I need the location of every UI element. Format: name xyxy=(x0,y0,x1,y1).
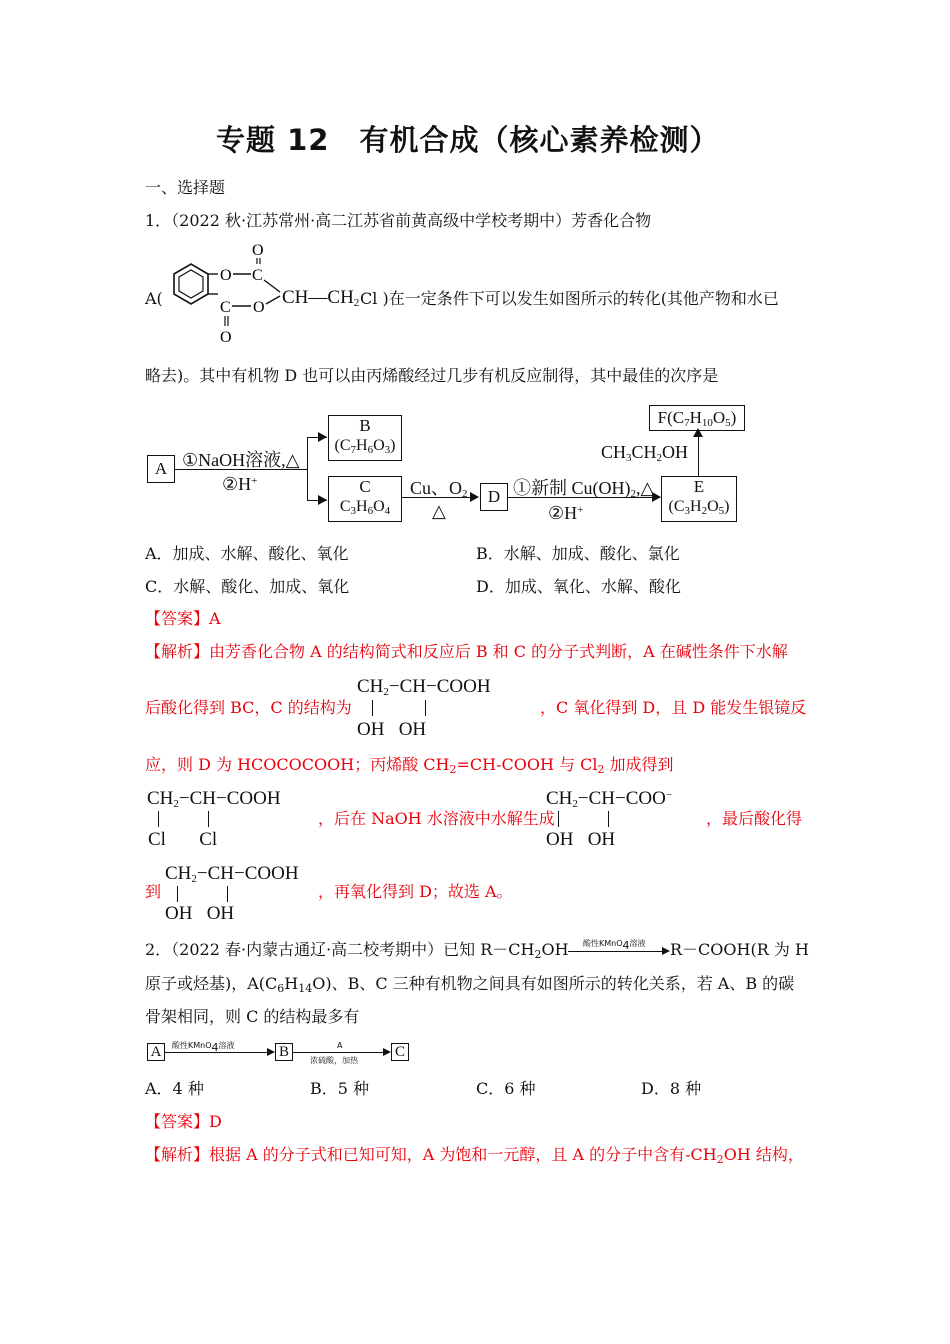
q2-flow-c2top: A xyxy=(337,1041,343,1050)
q2-stem-3: 骨架相同，则 C 的结构最多有 xyxy=(145,1007,360,1026)
cond-ethanol: $CH_3CH_2OH$ xyxy=(601,442,689,464)
node-e: E $(C_3H_2O_5)$ xyxy=(661,476,737,522)
q1-option-a: A．加成、水解、酸化、氧化 xyxy=(145,544,349,563)
struct-anion-bottom: OH OH xyxy=(546,829,616,850)
cond-h: ②H+ xyxy=(222,474,258,494)
q1-analysis-2b: ，C 氧化得到 D，且 D 能发生银镜反 xyxy=(540,698,807,717)
arrow-line xyxy=(293,1052,389,1053)
arrow-line xyxy=(165,1052,273,1053)
struct-c-top: $CH_2-CH-COOH$ xyxy=(357,676,491,698)
bond xyxy=(608,811,609,827)
q2-node-b: B xyxy=(275,1043,293,1061)
q2-option-b: B．5 种 xyxy=(310,1079,370,1098)
q2-arrow-condition: 酸性KMnO$_4$溶液 xyxy=(583,939,646,952)
bond xyxy=(372,700,373,716)
q1-stem-cont: Cl )在一定条件下可以发生如图所示的转化(其他产物和水已 xyxy=(360,289,779,308)
q2-node-a: A xyxy=(147,1043,165,1061)
bond xyxy=(208,811,209,827)
page-title: 专题 12 有机合成（核心素养检测） xyxy=(216,123,720,157)
cond-heat: △ xyxy=(432,501,446,521)
q1-stem: 1．（2022 秋·江苏常州·高二江苏省前黄高级中学校考期中）芳香化合物 xyxy=(145,211,652,230)
arrowhead-icon xyxy=(267,1048,275,1056)
q1-analysis-5a: 到 xyxy=(145,882,162,901)
arrowhead-icon xyxy=(470,492,480,502)
q2-option-a: A．4 种 xyxy=(145,1079,204,1098)
arrow-line xyxy=(568,951,668,952)
q2-stem-1b: R－COOH(R 为 H xyxy=(670,940,809,959)
svg-text:O: O xyxy=(253,299,265,316)
q2-stem-1: 2．（2022 春·内蒙古通辽·高二校考期中）已知 $R-CH_2OH$ xyxy=(145,940,569,961)
branch-line xyxy=(307,437,308,500)
svg-text:O: O xyxy=(252,242,264,259)
q1-analysis-4b: ，最后酸化得 xyxy=(706,809,803,828)
node-c: C $C_3H_6O_4$ xyxy=(328,476,402,522)
bond xyxy=(558,811,559,827)
bond xyxy=(158,811,159,827)
section-heading: 一、选择题 xyxy=(145,178,226,197)
struct-dichloro-top: $CH_2-CH-COOH$ xyxy=(147,788,281,810)
q1-option-c: C．水解、酸化、加成、氧化 xyxy=(145,577,350,596)
q1-stem2: 略去)。其中有机物 D 也可以由丙烯酸经过几步有机反应制得，其中最佳的次序是 xyxy=(145,366,719,385)
struct-c-bottom: OH OH xyxy=(357,719,427,740)
node-a: A xyxy=(147,455,175,483)
struct-acid-top: $CH_2-CH-COOH$ xyxy=(165,863,299,885)
node-f: $F(C_7H_{10}O_5)$ xyxy=(649,405,745,431)
q1-option-b: B．水解、加成、酸化、氯化 xyxy=(476,544,680,563)
q1-analysis-2a: 后酸化得到 BC，C 的结构为 xyxy=(145,698,352,717)
svg-text:C: C xyxy=(220,299,231,316)
q1-analysis-4a: ，后在 NaOH 水溶液中水解生成 xyxy=(318,809,555,828)
q1-answer: 【答案】A xyxy=(145,609,221,628)
q1-a-prefix: A( xyxy=(145,289,163,308)
q1-analysis-3: 应，则 D 为 HCOCOCOOH；丙烯酸 $CH_2=CH$-COOH 与 $Cl_2$ 加成得到 xyxy=(145,755,674,776)
svg-text:O: O xyxy=(220,329,232,346)
q2-stem-2: 原子或烃基)，$A(C_6H_{14}O)$、B、C 三种有机物之间具有如图所示的转化关系，若 A、B 的碳 xyxy=(145,974,795,995)
q2-analysis-1: 【解析】根据 A 的分子式和已知可知，A 为饱和一元醇，且 A 的分子中含有$-CH_2OH$ 结构， xyxy=(145,1145,804,1166)
cond-h2: ②H+ xyxy=(548,503,584,523)
q1-analysis-5b: ，再氧化得到 D；故选 A。 xyxy=(318,882,513,901)
q2-answer: 【答案】D xyxy=(145,1112,222,1131)
cond-cu: Cu、$O_2$ xyxy=(410,478,468,500)
struct-anion-top: $CH_2-CH-COO^-$ xyxy=(546,788,673,810)
node-d: D xyxy=(480,483,508,511)
cond-naoh: ①NaOH溶液,△ xyxy=(182,450,300,470)
q2-flow-c2bot: 浓硫酸，加热 xyxy=(310,1056,358,1065)
struct-dichloro-bottom: Cl Cl xyxy=(148,829,218,850)
bond xyxy=(425,700,426,716)
q1-structure-tail: $CH—CH_2$ xyxy=(282,287,360,309)
bond xyxy=(227,886,228,902)
arrowhead-icon xyxy=(318,432,328,442)
arrow-ef xyxy=(698,432,699,476)
struct-acid-bottom: OH OH xyxy=(165,903,235,924)
arrowhead-icon xyxy=(383,1048,391,1056)
q1-option-d: D．加成、氧化、水解、酸化 xyxy=(476,577,681,596)
q2-option-d: D．8 种 xyxy=(641,1079,702,1098)
arrowhead-icon xyxy=(318,495,328,505)
arrowhead-icon xyxy=(662,947,670,955)
q1-analysis-1: 【解析】由芳香化合物 A 的结构简式和反应后 B 和 C 的分子式判断，A 在碱性条件下水解 xyxy=(145,642,788,661)
bond xyxy=(177,886,178,902)
cond-cuoh: ①新制 $Cu(OH)_2,\triangle$ xyxy=(513,478,655,500)
svg-text:O: O xyxy=(220,267,232,284)
q2-option-c: C．6 种 xyxy=(476,1079,536,1098)
q2-node-c: C xyxy=(391,1043,409,1061)
node-b: B $(C_7H_6O_3)$ xyxy=(328,415,402,461)
svg-text:C: C xyxy=(252,267,263,284)
q2-flow-c1: 酸性KMnO$_4$溶液 xyxy=(172,1041,235,1054)
